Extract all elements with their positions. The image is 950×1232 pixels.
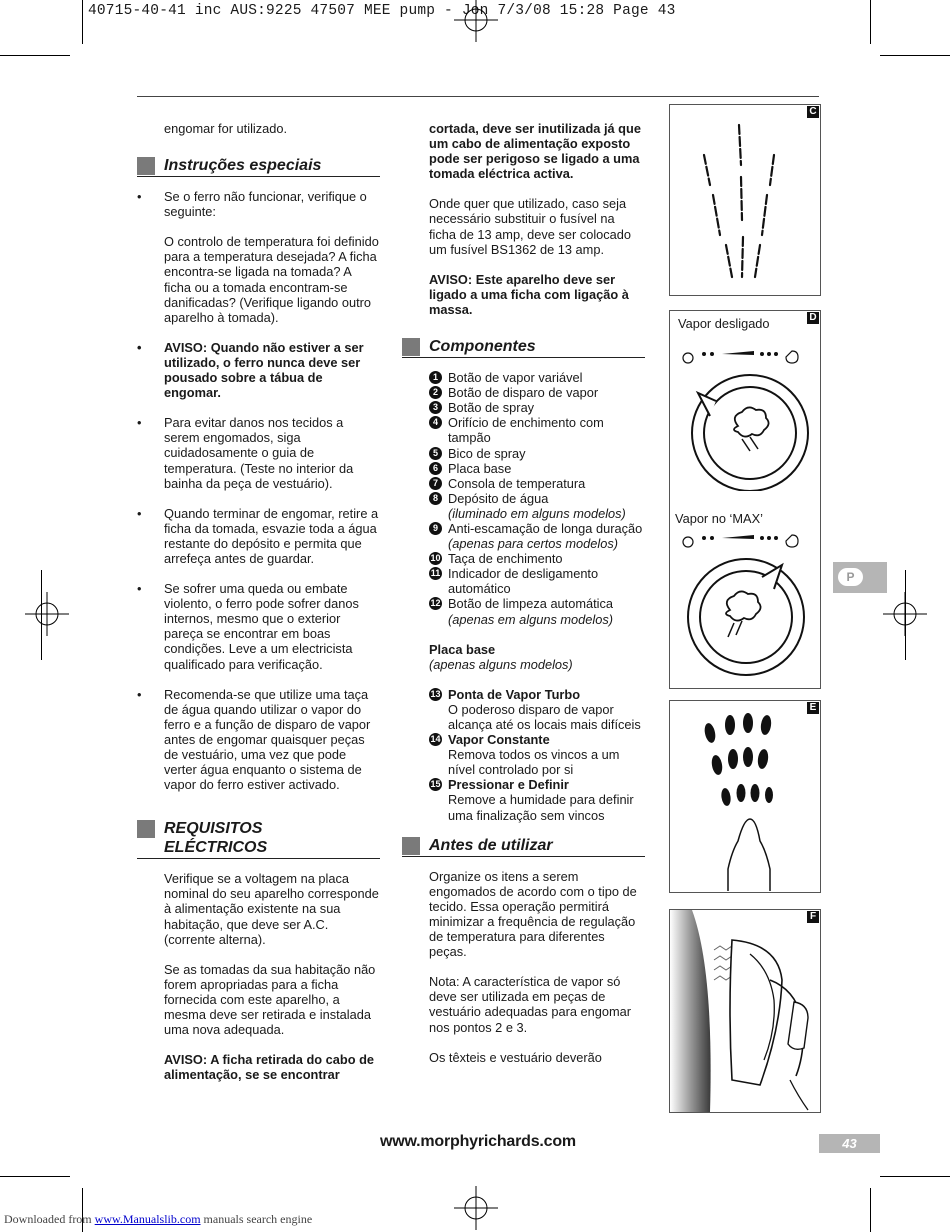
number-badge: 3 [429,401,442,414]
heading-electrical-requirements [137,819,380,859]
list-item [429,566,645,596]
figure-e-steam-holes [669,700,821,893]
iron-vertical-illustration [670,910,820,1112]
list-item [429,687,645,732]
list-item [429,400,645,415]
component-label: Depósito de água [448,490,549,506]
number-badge: 15 [430,779,441,790]
component-label: Orifício de enchimento com tampão [448,415,604,446]
bullet-icon: • [137,339,142,355]
intro-text: engomar for utilizado. [164,121,288,136]
component-label: Bico de spray [448,445,526,461]
bullet-text: Para evitar danos nos tecidos a serem engomados, siga cuidadosamente o guia de temperatura. (Teste no interior da bainha da peça de vestuário). [164,415,354,491]
page-number: 43 [842,1136,857,1151]
bullet-icon: • [137,686,142,702]
heading-text-line2: ELÉCTRICOS [164,839,268,857]
list-item [429,446,645,461]
earth-warning: AVISO: Este aparelho deve ser ligado a uma ficha com ligação à massa. [429,271,629,317]
download-prefix: Downloaded from [4,1212,95,1226]
bullet-text: Se sofrer uma queda ou embate violento, o ferro pode sofrer danos internos, mesmo que o exterior pareça se encontrar em boas condições. Leve a um electricista qualificado para verificação. [164,581,359,672]
feature-title: Ponta de Vapor Turbo [448,686,581,702]
number-badge: 10 [430,553,441,564]
figure-c-spray-pattern [669,104,821,296]
soleplate-tip-illustration [670,701,820,892]
manualslib-link[interactable]: www.Manualslib.com [94,1212,201,1226]
list-item [429,476,645,491]
heading-special-instructions [137,156,380,177]
bullet-icon: • [137,189,142,205]
figure-label: F [807,911,819,923]
list-item [429,777,645,822]
plate-note: (apenas alguns modelos) [429,656,573,672]
figure-d-steam-settings [669,310,821,689]
footer-url: www.morphyrichards.com [380,1133,576,1150]
list-item [429,521,645,551]
bullet-item [137,581,380,672]
feature-title: Pressionar e Definir [448,777,569,793]
component-label: Placa base [448,460,512,476]
number-badge: 13 [430,688,441,699]
component-label: Botão de vapor variável [448,370,583,386]
bullet-text: Recomenda-se que utilize uma taça de água quando utilizar o vapor do ferro e a função de disparo de vapor antes de engomar quaisquer peças de vestuário, uma vez que pode verter água enquanto o sistema de vapor do ferro estiver activado. [164,686,371,793]
component-note: (iluminado em alguns modelos) [448,505,626,521]
before-use-paragraph: Organize os itens a serem engomados de acordo com o tipo de tecido. Essa operação permitirá minimizar a frequência de regulação de temperatura para diferentes peças. [429,868,637,960]
spray-lines-illustration [670,105,820,295]
component-label: Indicador de desligamento automático [448,566,599,597]
list-item [429,385,645,400]
plate-section [429,642,645,672]
registration-mark-bottom [454,1186,498,1230]
component-label: Botão de spray [448,400,535,416]
steam-dial-max-icon [670,525,820,685]
component-label: Consola de temperatura [448,475,586,491]
bullet-icon: • [137,505,142,521]
number-badge: 11 [430,568,441,579]
caption-steam-max: Vapor no ‘MAX’ [675,511,763,526]
print-slug: 40715-40-41 inc AUS:9225 47507 MEE pump - Jon 7/3/08 15:28 Page 43 [88,3,676,19]
component-label: Taça de enchimento [448,551,563,567]
component-label: Botão de disparo de vapor [448,385,599,401]
bullet-icon: • [137,581,142,597]
components-list [429,370,645,627]
figure-label: E [807,702,819,714]
number-badge: 14 [430,734,441,745]
crop-line-right [905,570,906,660]
number-badge: 7 [429,477,442,490]
list-item [429,491,645,521]
bullet-icon: • [137,415,142,431]
number-badge: 5 [429,447,442,460]
list-item [429,415,645,445]
heading-square-icon [402,338,420,356]
feature-title: Vapor Constante [448,732,550,748]
bullet-text: AVISO: Quando não estiver a ser utilizado, o ferro nunca deve ser pousado sobre a tábua de engomar. [164,339,364,401]
number-badge: 9 [429,522,442,535]
list-item [429,596,645,626]
number-badge: 12 [430,598,441,609]
heading-components [402,337,645,358]
number-badge: 6 [429,462,442,475]
component-label: Botão de limpeza automática [448,596,614,612]
column-left [137,121,380,1097]
bullet-item-warning [137,340,380,400]
feature-text: Remove a humidade para definir uma finalização sem vincos [448,792,634,823]
fuse-paragraph: Onde quer que utilizado, caso seja necessário substituir o fusível na ficha de 13 amp, deve ser colocado um fusível BS1362 de 13 amp. [429,196,632,257]
steam-dial-off-icon [670,341,820,491]
feature-text: Remova todos os vincos a um nível controlado por si [448,747,620,778]
column-right [402,121,645,1080]
number-badge: 8 [429,492,442,505]
registration-mark-top [454,0,498,42]
bullet-item [137,687,380,793]
component-label: Anti-escamação de longa duração [448,520,643,536]
figure-label: C [807,106,819,118]
number-badge: 4 [429,416,442,429]
top-rule [137,96,819,97]
figure-label: D [807,312,819,324]
crop-line-left [41,570,42,660]
heading-text: Instruções especiais [164,157,322,175]
bullet-text-continued: O controlo de temperatura foi definido para a temperatura desejada? A ficha encontra-se ligada na tomada? A ficha ou a tomada encontram-se danificadas? (Verifique ligando outro aparelho à tomada). [164,234,379,325]
number-badge: 1 [429,371,442,384]
heading-square-icon [137,820,155,838]
plate-title: Placa base [429,641,496,657]
heading-text-line1: REQUISITOS [164,820,263,838]
registration-mark-left [25,592,69,636]
warning-continued: cortada, deve ser inutilizada já que um cabo de alimentação exposto pode ser perigoso se ligado a uma tomada eléctrica activa. [429,121,641,182]
list-item [429,461,645,476]
bullet-item [137,506,380,566]
language-tab-label: P [838,568,863,586]
heading-square-icon [137,157,155,175]
electrical-paragraph: Verifique se a voltagem na placa nominal do seu aparelho corresponde à alimentação existente na sua habitação, que deve ser A.C. (corrente alterna). [164,871,379,947]
bullet-text: Se o ferro não funcionar, verifique o seguinte: [164,189,367,220]
heading-text: Componentes [429,338,536,356]
caption-steam-off: Vapor desligado [678,316,770,331]
feature-text: O poderoso disparo de vapor alcança até os locais mais difíceis [448,701,641,732]
electrical-warning: AVISO: A ficha retirada do cabo de alimentação, se se encontrar [164,1052,375,1083]
features-list [429,687,645,823]
bullet-text: Quando terminar de engomar, retire a ficha da tomada, esvazie toda a água restante do depósito e permita que arrefeça antes de guardar. [164,505,379,566]
electrical-paragraph: Se as tomadas da sua habitação não forem apropriadas para a ficha fornecida com este aparelho, a mesma deve ser retirada e instalada uma nova adequada. [164,961,376,1038]
bullet-item [137,415,380,490]
heading-text: Antes de utilizar [429,836,553,854]
figure-f-vertical-steaming [669,909,821,1113]
list-item [429,551,645,566]
list-item [429,732,645,777]
page-number-tab [819,1134,880,1153]
download-footer [4,1212,312,1227]
component-note: (apenas em alguns modelos) [448,611,614,627]
component-note: (apenas para certos modelos) [448,536,619,552]
before-use-paragraph: Os têxteis e vestuário deverão [429,1049,602,1065]
heading-before-use [402,836,645,857]
bullet-item [137,189,380,325]
before-use-note: Nota: A característica de vapor só deve ser utilizada em peças de vestuário adequadas para engomar nos pontos 2 e 3. [429,974,632,1035]
number-badge: 2 [429,386,442,399]
list-item [429,370,645,385]
download-suffix: manuals search engine [200,1212,313,1226]
heading-square-icon [402,837,420,855]
language-tab [833,562,887,593]
